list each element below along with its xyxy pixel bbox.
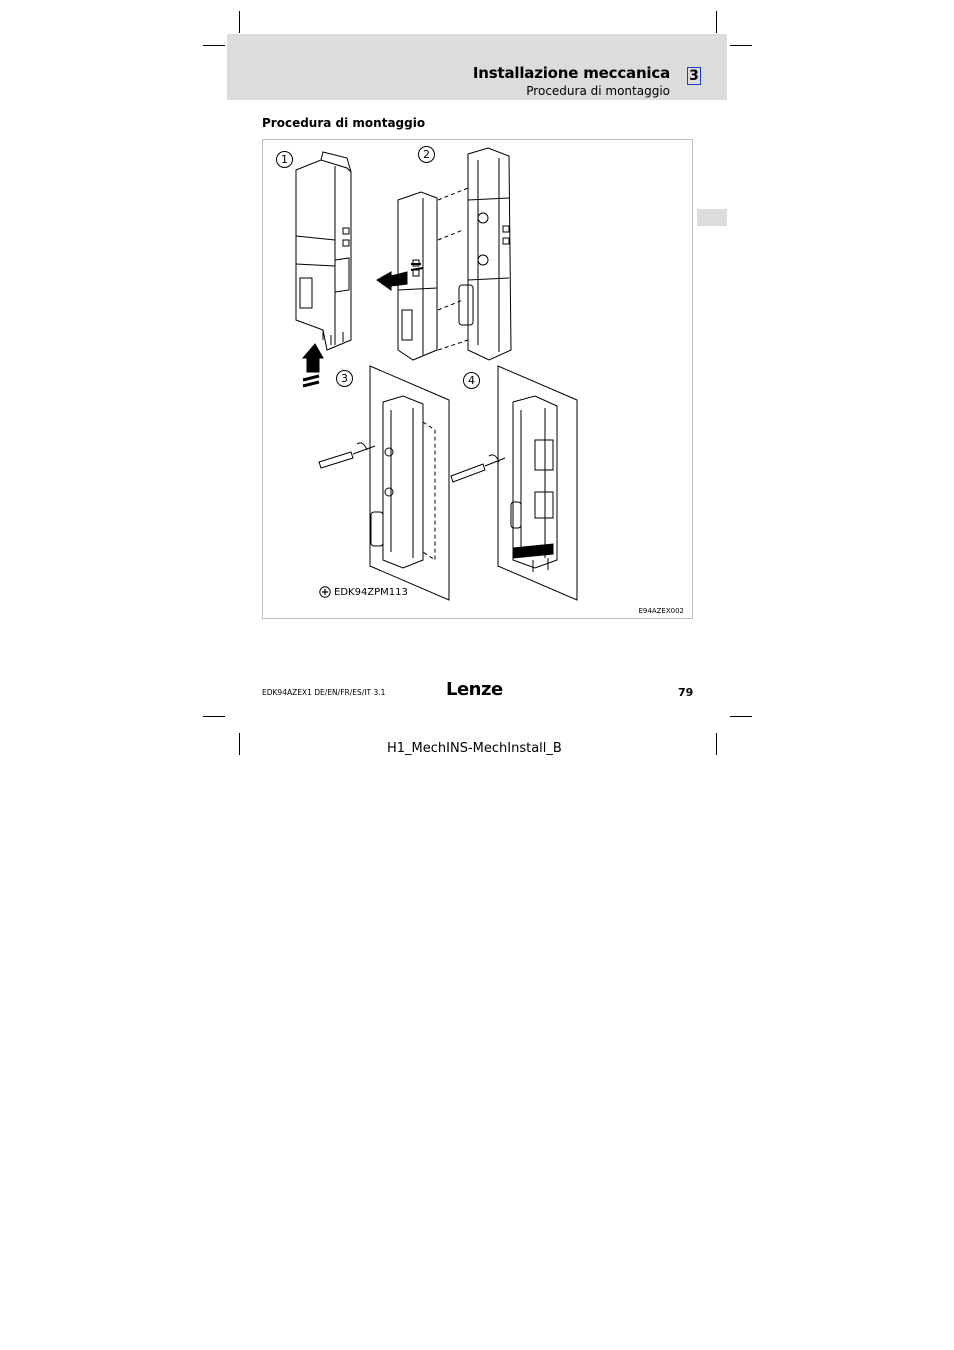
footer-doc-code: EDK94AZEX1 DE/EN/FR/ES/IT 3.1 bbox=[262, 688, 386, 697]
step-3-label: 3 bbox=[336, 370, 353, 387]
screwdriver-icon bbox=[451, 455, 505, 482]
crop-mark bbox=[730, 45, 752, 46]
page-header bbox=[227, 34, 727, 100]
note-reference-text: EDK94ZPM113 bbox=[334, 586, 408, 598]
step-4-label: 4 bbox=[463, 372, 480, 389]
step-2-label: 2 bbox=[418, 146, 435, 163]
screwdriver-icon bbox=[319, 443, 375, 468]
instruction-reference-icon bbox=[319, 586, 331, 598]
module-open bbox=[459, 148, 511, 360]
header-subtitle: Procedura di montaggio bbox=[526, 84, 670, 98]
mounting-plate-right bbox=[498, 366, 577, 600]
crop-mark bbox=[716, 11, 717, 33]
note-reference bbox=[319, 586, 408, 598]
crop-mark bbox=[203, 45, 225, 46]
up-arrow-icon bbox=[303, 344, 323, 372]
chapter-side-tab bbox=[697, 209, 727, 226]
module-closed bbox=[296, 152, 351, 350]
crop-mark bbox=[716, 733, 717, 755]
crop-mark bbox=[239, 733, 240, 755]
step-1-label: 1 bbox=[276, 151, 293, 168]
crop-mark bbox=[730, 716, 752, 717]
page-number: 79 bbox=[678, 686, 694, 699]
lenze-logo: Lenze bbox=[446, 679, 503, 700]
mounting-figure bbox=[262, 139, 693, 619]
chapter-number: 3 bbox=[687, 67, 701, 85]
crop-mark bbox=[203, 716, 225, 717]
figure-id: E94AZEX002 bbox=[638, 607, 684, 615]
job-label: H1_MechINS-MechInstall_B bbox=[387, 741, 562, 756]
crop-mark bbox=[239, 11, 240, 33]
section-title: Procedura di montaggio bbox=[262, 116, 426, 130]
header-title: Installazione meccanica bbox=[472, 64, 670, 82]
mounting-plate-left bbox=[370, 366, 449, 600]
